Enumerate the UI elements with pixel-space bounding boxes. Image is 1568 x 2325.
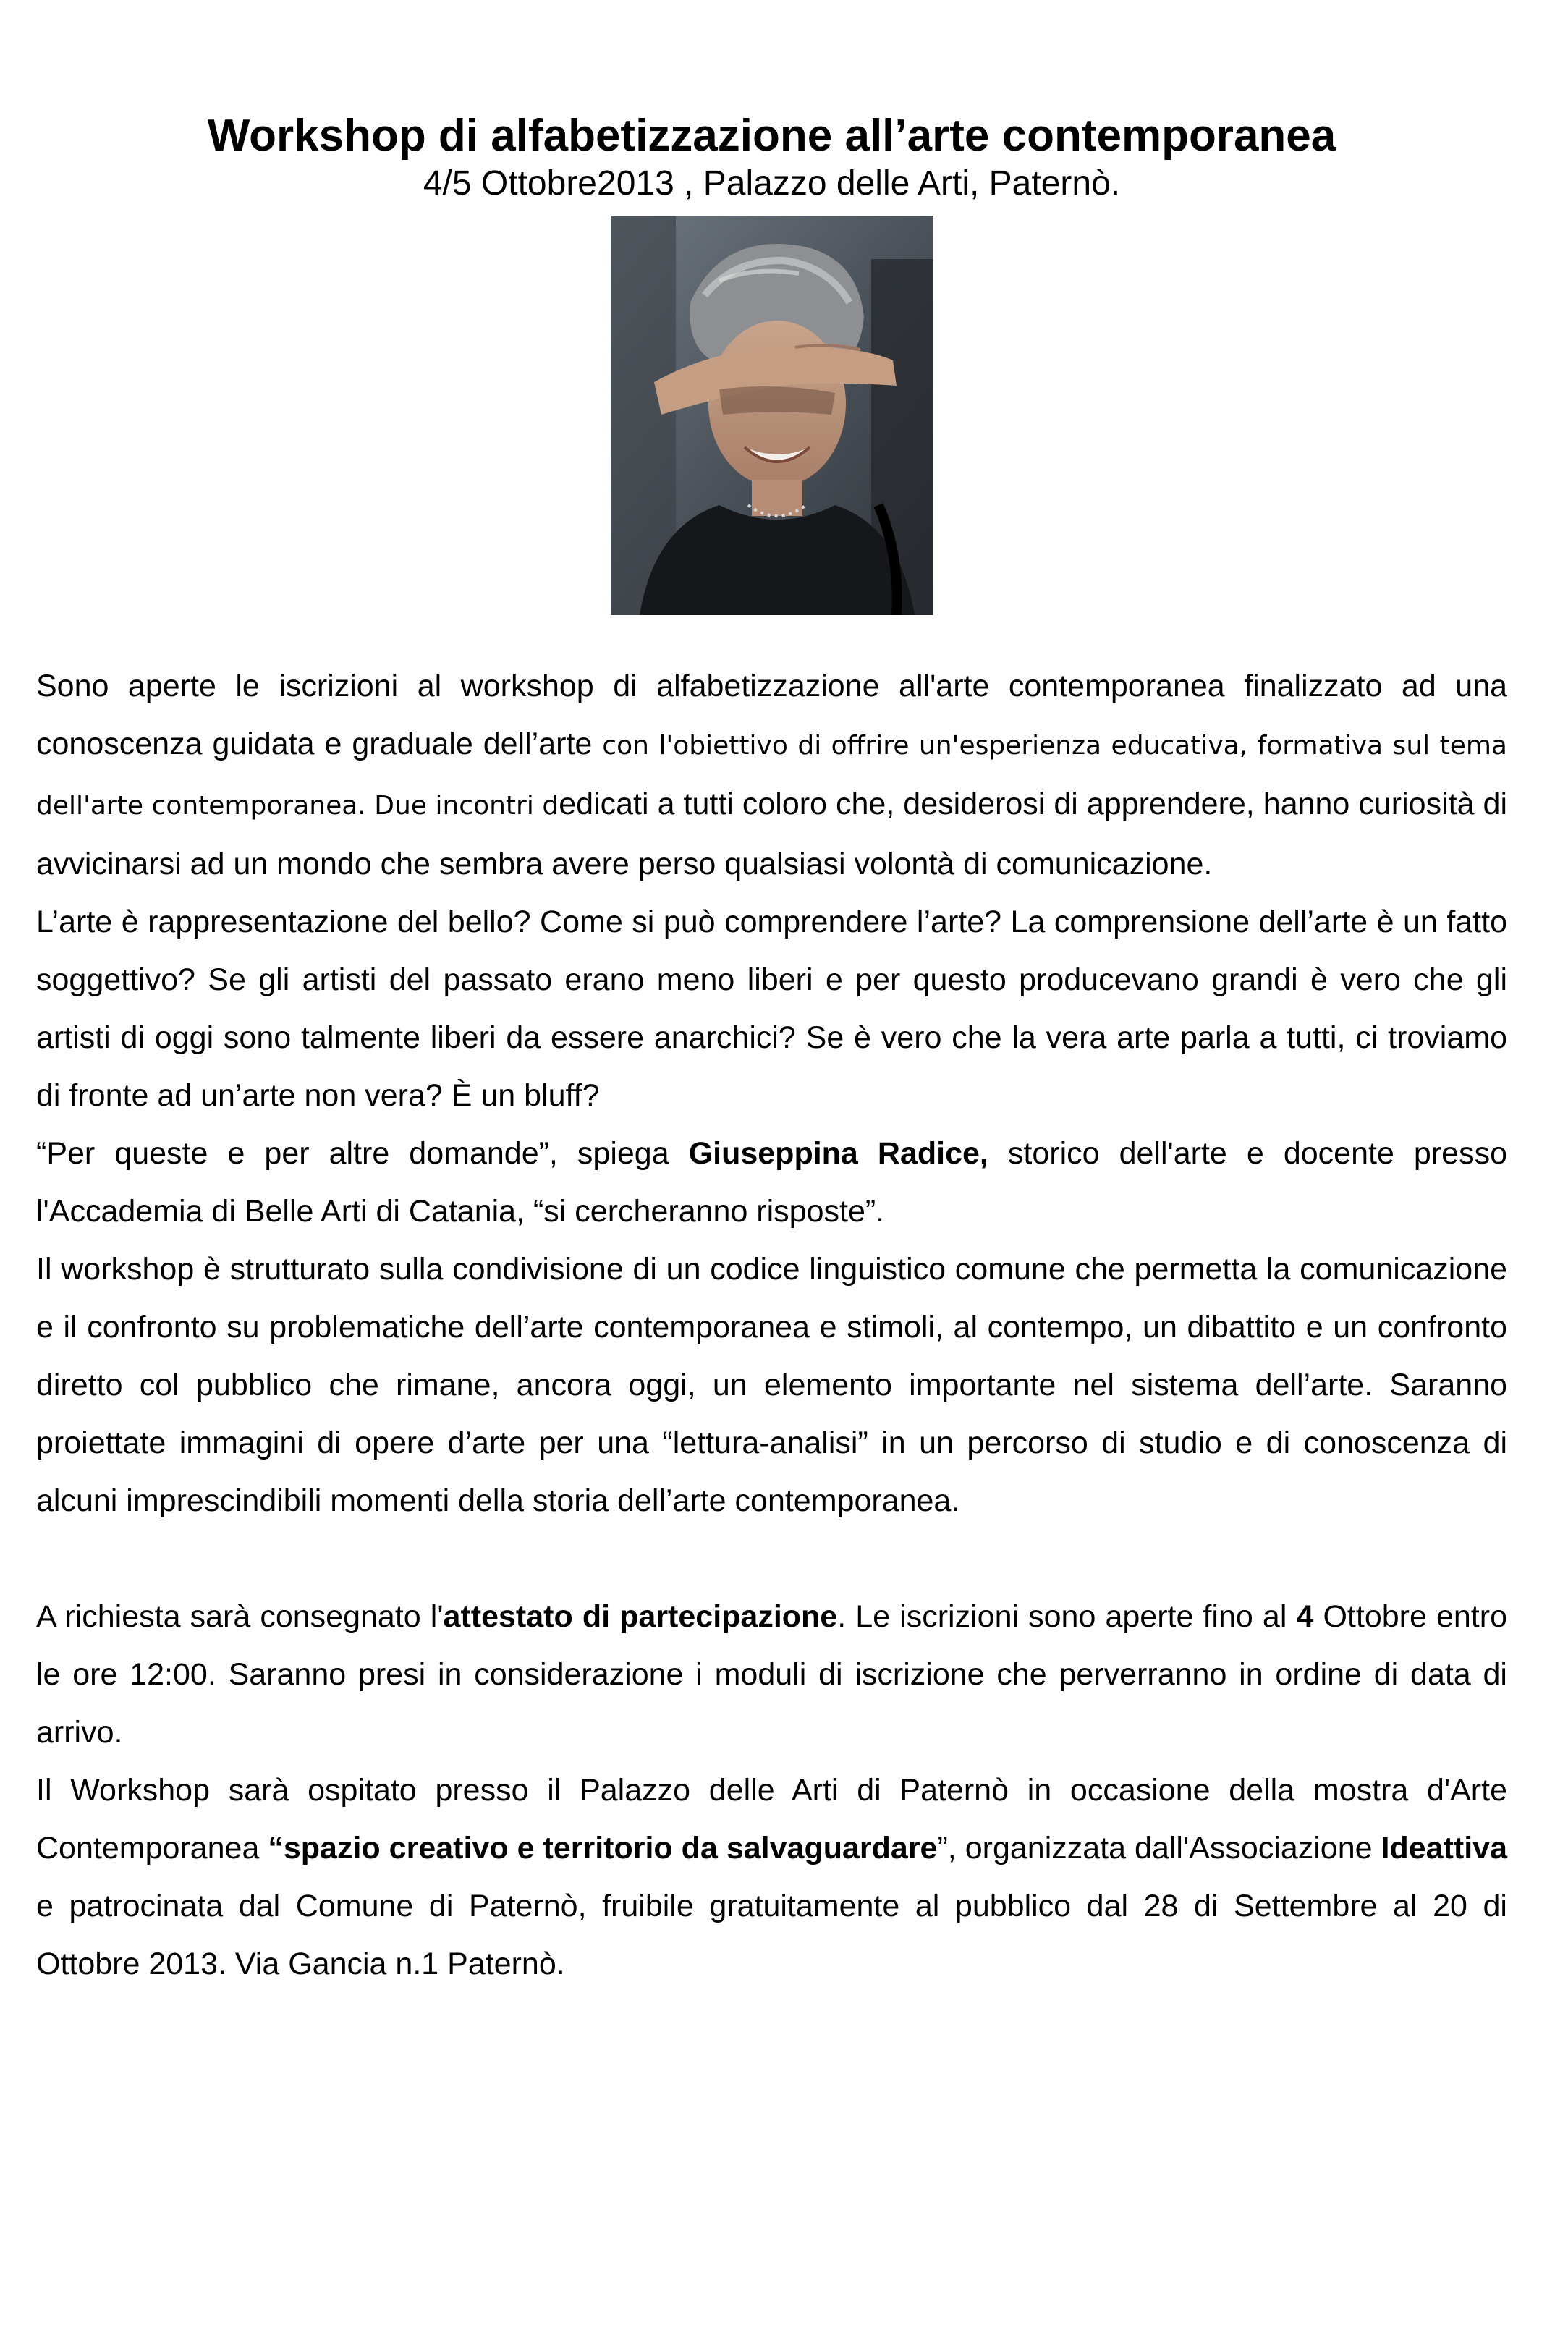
venue-text-b: ”, organizzata dall'Associazione xyxy=(937,1831,1381,1865)
intro-text-b: con l'obiettivo di offrire un'esperienza educativa, formativa sul tema dell'arte contemporanea. Due incontri d xyxy=(36,731,1507,821)
document-page xyxy=(36,109,1507,1993)
deadline-day: 4 xyxy=(1296,1599,1314,1634)
event-date-location: 4/5 Ottobre2013 , Palazzo delle Arti, Paternò. xyxy=(423,164,1121,203)
exhibition-title: “spazio creativo e territorio da salvaguardare xyxy=(268,1831,938,1865)
paragraph-intro xyxy=(36,657,1507,893)
registration-text-c: Ottobre entro le ore 12:00. Saranno presi in considerazione i moduli di iscrizione che perverranno in ordine di data di arrivo. xyxy=(36,1599,1507,1750)
venue-text-c: e patrocinata dal Comune di Paternò, fruibile gratuitamente al pubblico dal 28 di Settembre al 20 di Ottobre 2013. Via Gancia n.1 Paternò. xyxy=(36,1889,1507,1981)
article-body xyxy=(36,657,1507,1993)
intro-text-c: edicati a tutti coloro che, desiderosi di apprendere, hanno curiosità di avvicinarsi ad un mondo che sembra avere perso qualsiasi volontà di comunicazione. xyxy=(36,787,1507,881)
paragraph-spacer xyxy=(36,1530,1507,1588)
photo-container xyxy=(36,216,1507,615)
intro-text-a: Sono aperte le iscrizioni al workshop di alfabetizzazione all'arte contemporanea finalizzato ad una conoscenza guidata e graduale dell’arte xyxy=(36,669,1507,761)
speaker-name: Giuseppina Radice, xyxy=(688,1136,988,1171)
portrait-photo xyxy=(611,216,933,615)
paragraph-quote xyxy=(36,1125,1507,1240)
quote-text-a: “Per queste e per altre domande”, spiega xyxy=(36,1136,689,1171)
certificate-label: attestato di partecipazione xyxy=(443,1599,838,1634)
paragraph-venue xyxy=(36,1761,1507,1993)
paragraph-questions: L’arte è rappresentazione del bello? Come si può comprendere l’arte? La comprensione dell’arte è un fatto soggettivo? Se gli artisti del passato erano meno liberi e per questo producevano grandi è vero che gli artisti di oggi sono talmente liberi da essere anarchici? Se è vero che la vera arte parla a tutti, ci troviamo di fronte ad un’arte non vera? È un bluff? xyxy=(36,905,1507,1113)
paragraph-registration xyxy=(36,1588,1507,1761)
association-name: Ideattiva xyxy=(1381,1831,1507,1865)
page-title: Workshop di alfabetizzazione all’arte contemporanea xyxy=(207,111,1336,161)
quote-text-b: storico dell'arte e docente presso l'Accademia di Belle Arti di Catania, “si cercheranno risposte”. xyxy=(36,1136,1507,1229)
paragraph-workshop-description: Il workshop è strutturato sulla condivisione di un codice linguistico comune che permetta la comunicazione e il confronto su problematiche dell’arte contemporanea e stimoli, al contempo, un dibattito e un confronto diretto col pubblico che rimane, ancora oggi, un elemento importante nel sistema dell’arte. Saranno proiettate immagini di opere d’arte per una “lettura-analisi” in un percorso di studio e di conoscenza di alcuni imprescindibili momenti della storia dell’arte contemporanea. xyxy=(36,1252,1507,1518)
registration-text-a: A richiesta sarà consegnato l' xyxy=(36,1599,444,1634)
venue-text-a: Il Workshop sarà ospitato presso il Palazzo delle Arti di Paternò in occasione della mostra d'Arte Contemporanea xyxy=(36,1773,1507,1865)
registration-text-b: . Le iscrizioni sono aperte fino al xyxy=(837,1599,1297,1634)
